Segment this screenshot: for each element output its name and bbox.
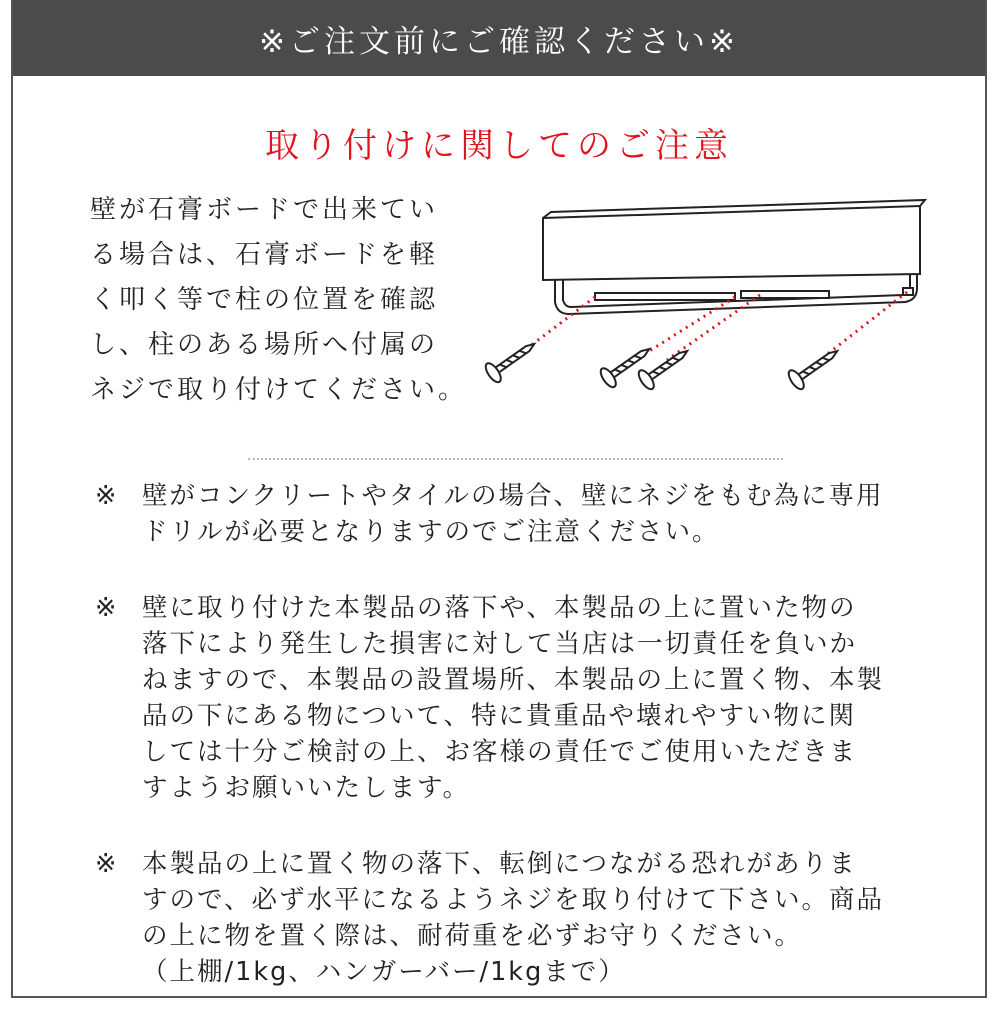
- note-line: 落下により発生した損害に対して当店は一切責任を負いか: [142, 629, 858, 659]
- mounting-slot-right: [903, 288, 913, 295]
- note-text: [142, 846, 884, 990]
- note-line: 壁に取り付けた本製品の落下や、本製品の上に置いた物の: [142, 593, 857, 623]
- intro-text: [90, 188, 470, 413]
- note-line: しては十分ご検討の上、お客様の責任でご使用いただきま: [142, 737, 858, 767]
- mounting-slot-center: [741, 291, 829, 298]
- note-text: [142, 478, 883, 550]
- mounting-slot-left: [595, 293, 735, 300]
- notice-page: [11, 0, 987, 998]
- intro-line: く叩く等で柱の位置を確認: [90, 285, 439, 315]
- note-mark: ※: [95, 849, 119, 879]
- note-line: の上に物を置く際は、耐荷重を必ずお守りください。: [142, 921, 803, 951]
- note-text: [142, 590, 884, 806]
- note-line: 品の下にある物について、特に貴重品や壊れやすい物に関: [142, 701, 856, 731]
- note-line: ドリルが必要となりますのでご注意ください。: [142, 517, 720, 547]
- note-line: ねますので、本製品の設置場所、本製品の上に置く物、本製: [142, 665, 884, 695]
- intro-line: 壁が石膏ボードで出来てい: [90, 195, 439, 225]
- note-item: [95, 478, 975, 550]
- intro-line: ネジで取り付けてください。: [90, 375, 468, 405]
- section-subtitle: 取り付けに関してのご注意: [265, 126, 733, 166]
- note-mark: ※: [95, 593, 119, 623]
- note-mark: ※: [95, 481, 119, 511]
- header-title: ※ご注文前にご確認ください※: [259, 23, 739, 60]
- intro-line: る場合は、石膏ボードを軽: [90, 240, 439, 270]
- shelf-installation-illustration: [465, 190, 935, 420]
- note-line: 壁がコンクリートやタイルの場合、壁にネジをもむ為に専用: [142, 481, 884, 511]
- header-banner: [13, 0, 985, 76]
- note-line: （上棚/1kg、ハンガーバー/1kgまで）: [142, 957, 626, 987]
- intro-line: し、柱のある場所へ付属の: [90, 330, 439, 360]
- note-item: [95, 846, 975, 990]
- shelf-top-board: [543, 206, 920, 280]
- note-line: すので、必ず水平になるようネジを取り付けて下さい。商品: [142, 885, 884, 915]
- notes-list: [95, 478, 975, 1030]
- note-item: [95, 590, 975, 806]
- screw-icon: [483, 335, 541, 385]
- note-line: 本製品の上に置く物の落下、転倒につながる恐れがありま: [142, 849, 857, 879]
- note-line: すようお願いいたします。: [142, 773, 470, 803]
- dotted-divider: [248, 458, 783, 460]
